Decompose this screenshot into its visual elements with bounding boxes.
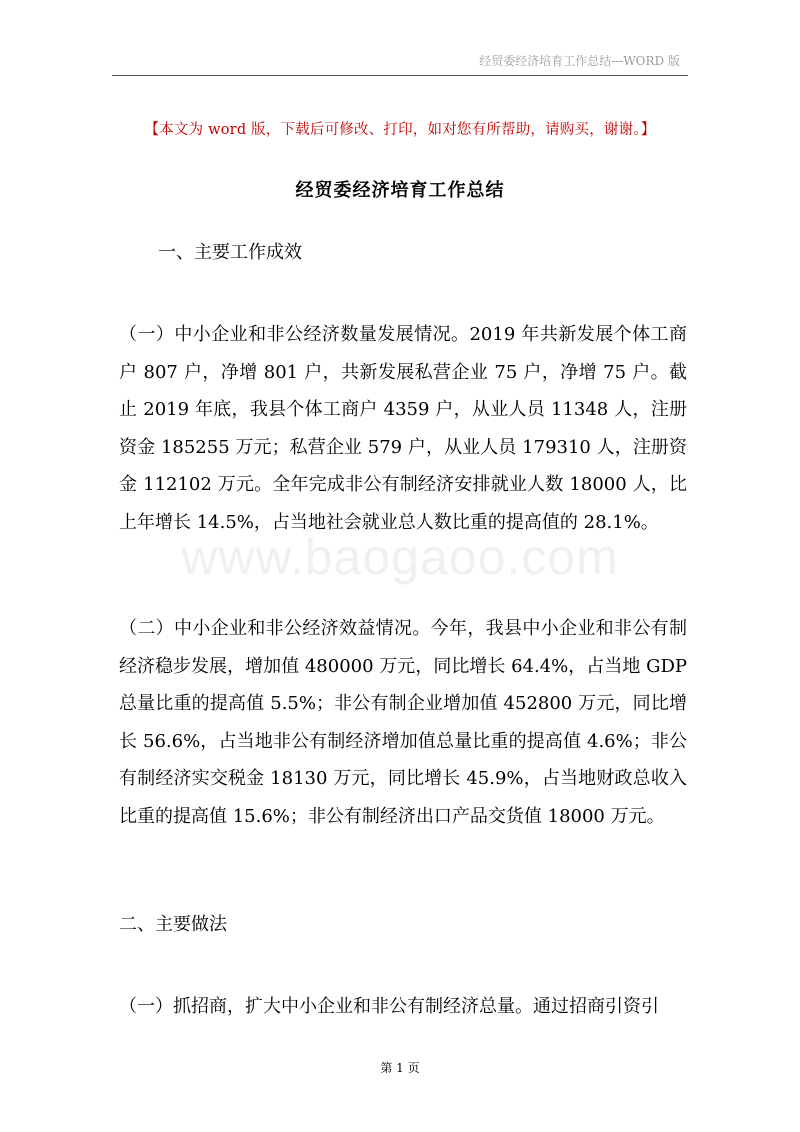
page-number: 第 1 页 xyxy=(380,1061,420,1075)
running-header: 经贸委经济培育工作总结---WORD 版 xyxy=(479,54,680,68)
section-heading-1: 一、主要工作成效 xyxy=(158,242,302,263)
watermark: www.baogaoo.com xyxy=(181,529,619,585)
paragraph-efficiency: （二）中小企业和非公经济效益情况。今年，我县中小企业和非公有制经济稳步发展，增加值 480000 万元，同比增长 64.4%，占当地 GDP 总量比重的提高值 5.5%；非公有制企业增加值 452800 万元，同比增长 56.6%，占当地非公有制经济增加值总量比重的提高值 4.6%；非公有制经济实交税金 18130 万元，同比增长 45.9%，占当地财政总收入比重的提高值 15.6%；非公有制经济出口产品交货值 18000 万元。 xyxy=(119,618,687,827)
header-divider xyxy=(112,75,688,76)
paragraph-investment: （一）抓招商，扩大中小企业和非公有制经济总量。通过招商引资引 xyxy=(119,996,659,1017)
paragraph-quantity: （一）中小企业和非公经济数量发展情况。2019 年共新发展个体工商户 807 户，净增 801 户，共新发展私营企业 75 户，净增 75 户。截止 2019 年底，我县个体工商户 4359 户，从业人员 11348 人，注册资金 185255 万元；私营企业 579 户，从业人员 179310 人，注册资金 112102 万元。全年完成非公有制经济安排就业人数 18000 人，比上年增长 14.5%，占当地社会就业总人数比重的提高值的 28.1%。 xyxy=(119,324,687,533)
purchase-notice: 【本文为 word 版，下载后可修改、打印，如对您有所帮助，请购买，谢谢。】 xyxy=(144,122,656,138)
document-title: 经贸委经济培育工作总结 xyxy=(295,180,505,201)
section-heading-2: 二、主要做法 xyxy=(119,914,227,935)
